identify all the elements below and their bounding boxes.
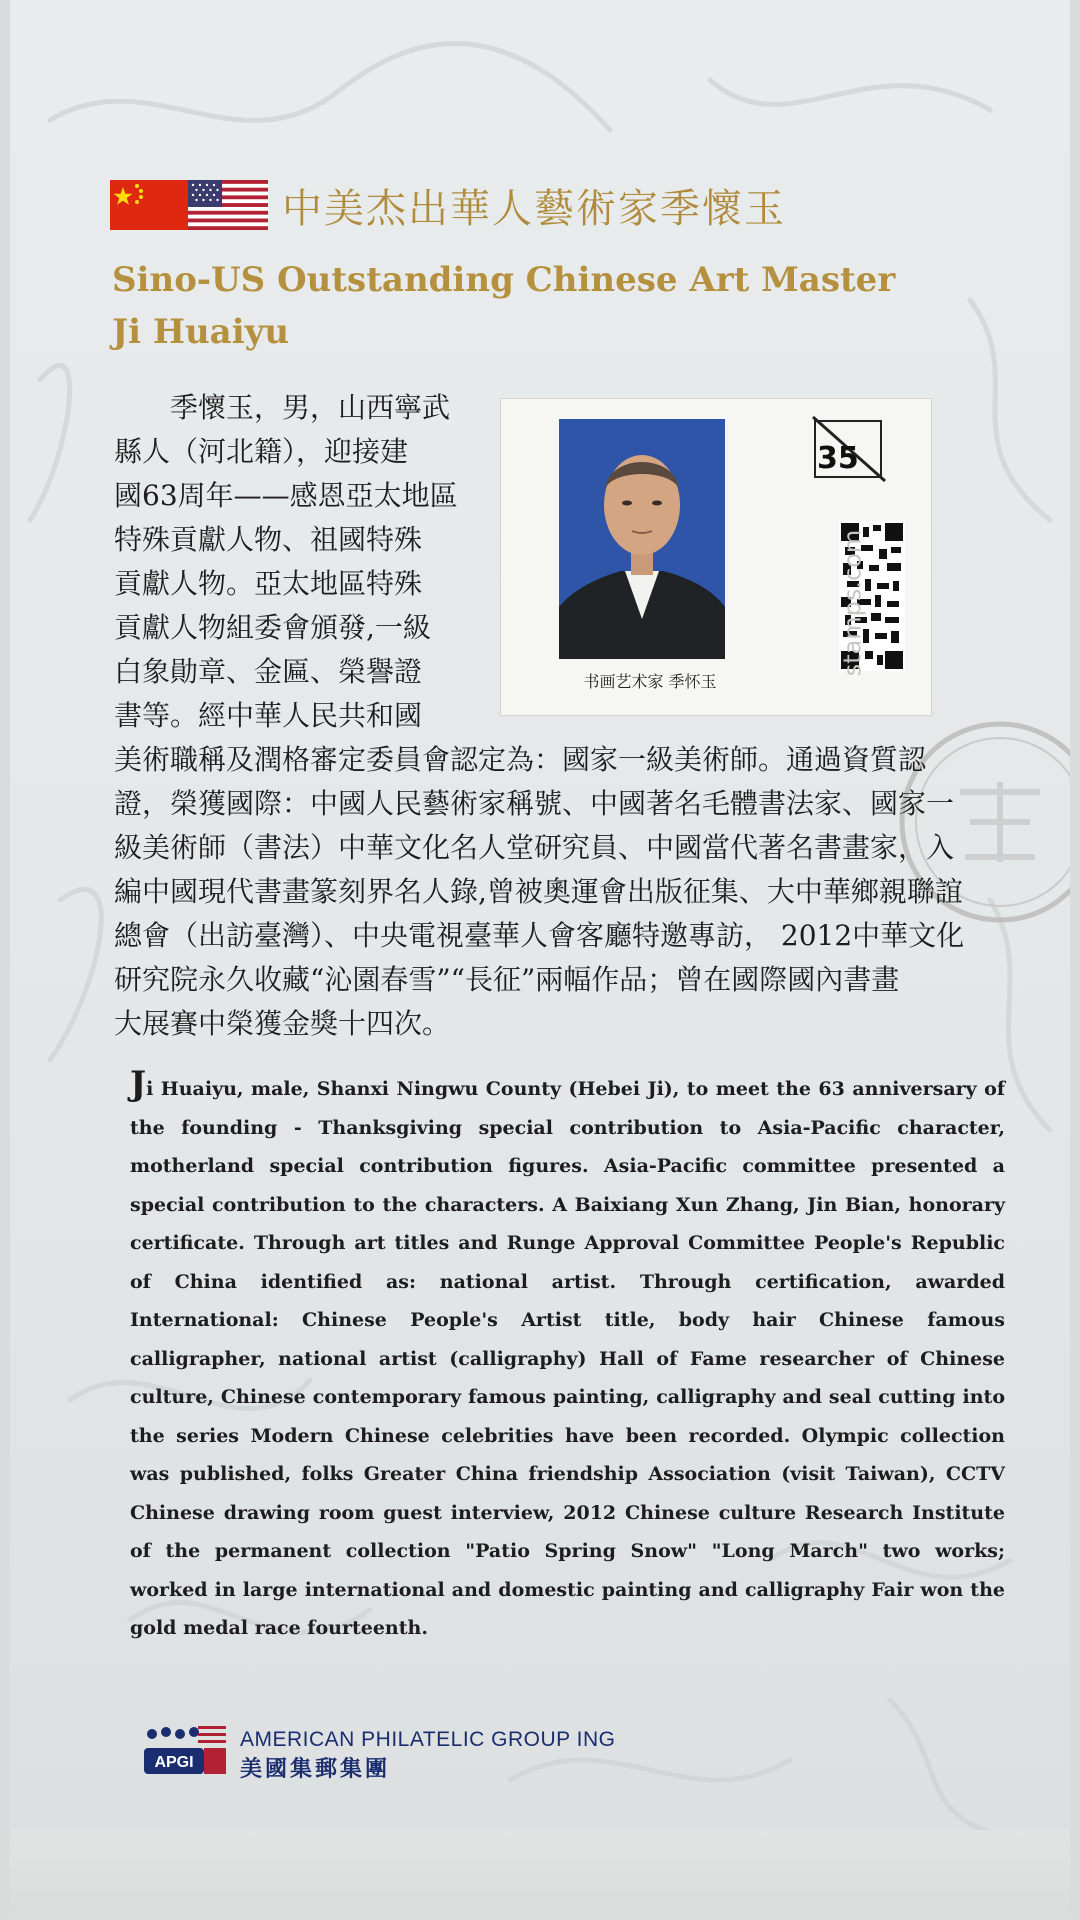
english-bio-text: i Huaiyu, male, Shanxi Ningwu County (Hebei Ji), to meet the 63 anniversary of the founding - Thanksgiving special contribution to Asia-Pacific character, motherland special contribution figures. Asia-Pacific committee presented a special contribution to the characters. A Baixiang Xun Zhang, Jin Bian, honorary certificate. Through art titles and Runge Approval Committee People's Republic of China identified as: national artist. Through certification, awarded International: Chinese People's Artist title, body hair Chinese famous calligrapher, national artist (calligraphy) Hall of Fame researcher of Chinese culture, Chinese contemporary famous painting, calligraphy and seal cutting into the series Modern Chinese celebrities have been recorded. Olympic collection was published, folks Greater China friendship Association (visit Taiwan), CCTV Chinese drawing room guest interview, 2012 Chinese culture Research Institute of the permanent collection "Patio Spring Snow" "Long March" two works; worked in large international and domestic painting and calligraphy Fair won the gold medal race fourteenth.: [130, 1078, 1005, 1639]
china-flag-icon: [110, 180, 188, 230]
stamp-site: stamps.com: [838, 529, 867, 677]
cn-line: 白象勛章、金匾、榮譽證: [114, 655, 423, 688]
cn-line: 研究院永久收藏“沁園春雪”“長征”兩幅作品；曾在國際國內書畫: [114, 963, 900, 996]
bottom-strip: [10, 1830, 1070, 1920]
certificate-sheet: [10, 0, 1070, 1920]
cn-line: 編中國現代書畫篆刻界名人錄,曾被奧運會出版征集、大中華鄉親聯誼: [114, 875, 963, 908]
stamp-value: 35: [817, 441, 859, 476]
cn-line: 級美術師（書法）中華文化名人堂研究員、中國當代著名書畫家，入: [114, 831, 955, 864]
company-name-chinese: 美國集郵集團: [240, 1755, 391, 1782]
title-english-line1: Sino-US Outstanding Chinese Art Master: [112, 260, 896, 300]
title-chinese: 中美杰出華人藝術家季懷玉: [282, 185, 786, 232]
postage-stamp: [811, 411, 921, 701]
cn-line: 美術職稱及潤格審定委員會認定為：國家一級美術師。通過資質認: [114, 743, 927, 776]
chinese-bio-wide: [114, 738, 994, 1046]
cn-line: 貢獻人物。亞太地區特殊: [114, 567, 423, 600]
cn-line: 大展賽中榮獲金獎十四次。: [114, 1007, 451, 1040]
footer-text: [240, 1728, 615, 1783]
english-bio: [130, 1064, 1005, 1648]
cn-line: 證，榮獲國際：中國人民藝術家稱號、中國著名毛體書法家、國家一: [114, 787, 955, 820]
footer: [142, 1720, 615, 1790]
cn-line: 縣人（河北籍），迎接建: [114, 435, 409, 468]
dropcap: J: [130, 1064, 147, 1104]
title-english: [112, 254, 952, 358]
company-name-english: AMERICAN PHILATELIC GROUP ING: [240, 1727, 616, 1751]
cn-line: 書等。經中華人民共和國: [114, 699, 423, 732]
photo-card: [500, 398, 932, 716]
us-flag-icon: [188, 180, 268, 230]
portrait-photo: [559, 419, 725, 659]
cn-line: 國63周年——感恩亞太地區: [114, 479, 458, 512]
cn-line: 季懷玉，男，山西寧武: [170, 391, 451, 424]
cn-line: 總會（出訪臺灣）、中央電視臺華人會客廳特邀專訪， 2012中華文化: [114, 919, 965, 952]
apgi-logo-text: APGI: [154, 1754, 194, 1771]
header: [110, 178, 786, 232]
title-english-line2: Ji Huaiyu: [112, 312, 290, 352]
cn-line: 特殊貢獻人物、祖國特殊: [114, 523, 423, 556]
photo-caption: 书画艺术家 季怀玉: [583, 672, 717, 691]
apgi-logo-icon: [142, 1724, 228, 1786]
cn-line: 貢獻人物組委會頒發,一級: [114, 611, 431, 644]
chinese-bio-narrow: [114, 386, 484, 738]
